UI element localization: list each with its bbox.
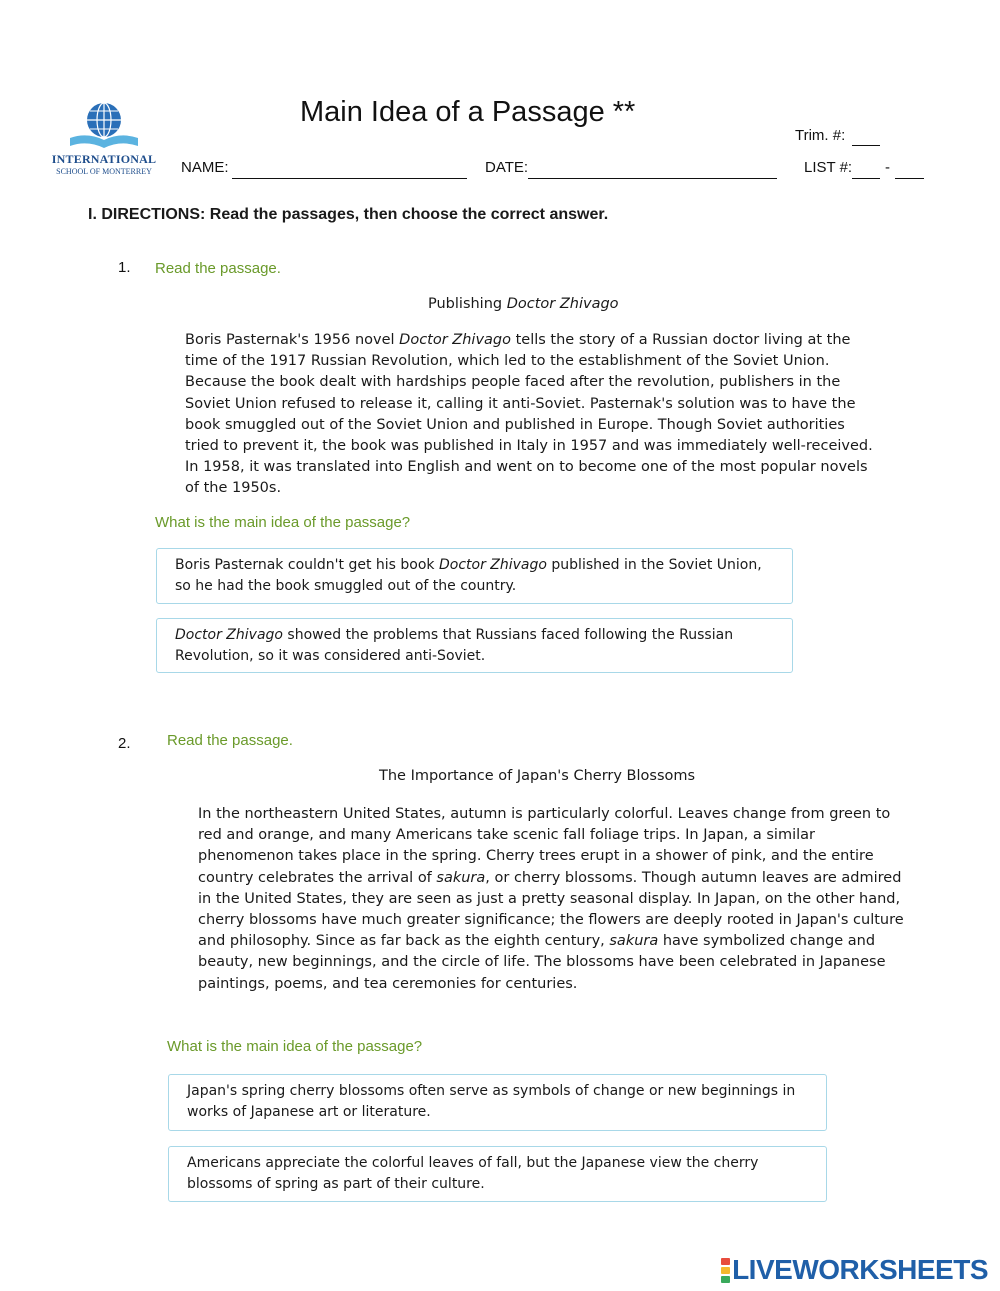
name-label: NAME: <box>181 159 229 176</box>
question-1-text: What is the main idea of the passage? <box>155 514 411 531</box>
liveworksheets-logo <box>721 1255 988 1285</box>
trim-label: Trim. #: <box>795 127 846 144</box>
passage-1-title: Publishing Doctor Zhivago <box>428 296 619 312</box>
question-1-choice-a[interactable]: Boris Pasternak couldn't get his book Doctor Zhivago published in the Soviet Union, so he had the book smuggled out of the country. <box>156 548 793 604</box>
globe-book-icon <box>64 100 144 152</box>
list-label: LIST #: <box>804 159 853 176</box>
question-2-prompt: Read the passage. <box>167 732 293 749</box>
trim-field[interactable] <box>852 127 880 146</box>
list-field-1[interactable] <box>852 160 880 179</box>
logo-text-line2: SCHOOL OF MONTERREY <box>56 167 152 176</box>
question-2-choice-a[interactable]: Japan's spring cherry blossoms often serve as symbols of change or new beginnings in works of Japanese art or literature. <box>168 1074 827 1131</box>
date-field[interactable] <box>528 160 777 179</box>
passage-2-title: The Importance of Japan's Cherry Blossoms <box>379 768 696 784</box>
school-logo <box>46 100 162 184</box>
logo-text-line1: INTERNATIONAL <box>51 152 157 166</box>
question-1-prompt: Read the passage. <box>155 260 281 277</box>
passage-2-text: In the northeastern United States, autumn is particularly colorful. Leaves change from green to red and orange, and many Americans take scenic fall foliage trips. In Japan, a similar phenomenon takes place in the spring. Cherry trees erupt in a shower of pink, and the entire country celebrates the arrival of sakura, or cherry blossoms. Though autumn leaves are admired in the United States, they are seen as just a pretty seasonal display. In Japan, on the other hand, cherry blossoms have much greater significance; the flowers are deeply rooted in Japan's culture and philosophy. Since as far back as the eighth century, sakura have symbolized change and beauty, new beginnings, and the circle of life. The blossoms have been celebrated in Japanese paintings, poems, and tea ceremonies for centuries. <box>198 806 904 992</box>
question-2-number: 2. <box>118 735 131 752</box>
question-1-choice-b[interactable]: Doctor Zhivago showed the problems that Russians faced following the Russian Revolution, so it was considered anti-Soviet. <box>156 618 793 673</box>
date-label: DATE: <box>485 159 529 176</box>
liveworksheets-icon <box>721 1258 730 1283</box>
list-field-2[interactable] <box>895 160 924 179</box>
question-2-choice-b[interactable]: Americans appreciate the colorful leaves of fall, but the Japanese view the cherry blossoms of spring as part of their culture. <box>168 1146 827 1202</box>
name-field[interactable] <box>232 160 467 179</box>
list-separator: - <box>885 159 890 176</box>
passage-1-text: Boris Pasternak's 1956 novel Doctor Zhivago tells the story of a Russian doctor living at the time of the 1917 Russian Revolution, which led to the establishment of the Soviet Union. Because the book dealt with hardships people faced after the revolution, publishers in the Soviet Union refused to release it, calling it anti-Soviet. Pasternak's solution was to have the book smuggled out of the Soviet Union and published in Europe. Though Soviet authorities tried to prevent it, the book was published in Italy in 1957 and was immediately well-received. In 1958, it was translated into English and went on to become one of the most popular novels of the 1950s. <box>185 332 873 497</box>
question-2-text: What is the main idea of the passage? <box>167 1038 423 1055</box>
liveworksheets-wordmark: LIVEWORKSHEETS <box>732 1254 988 1285</box>
page-title: Main Idea of a Passage ** <box>300 96 636 128</box>
directions-heading: I. DIRECTIONS: Read the passages, then choose the correct answer. <box>88 206 609 223</box>
question-1-number: 1. <box>118 259 131 276</box>
